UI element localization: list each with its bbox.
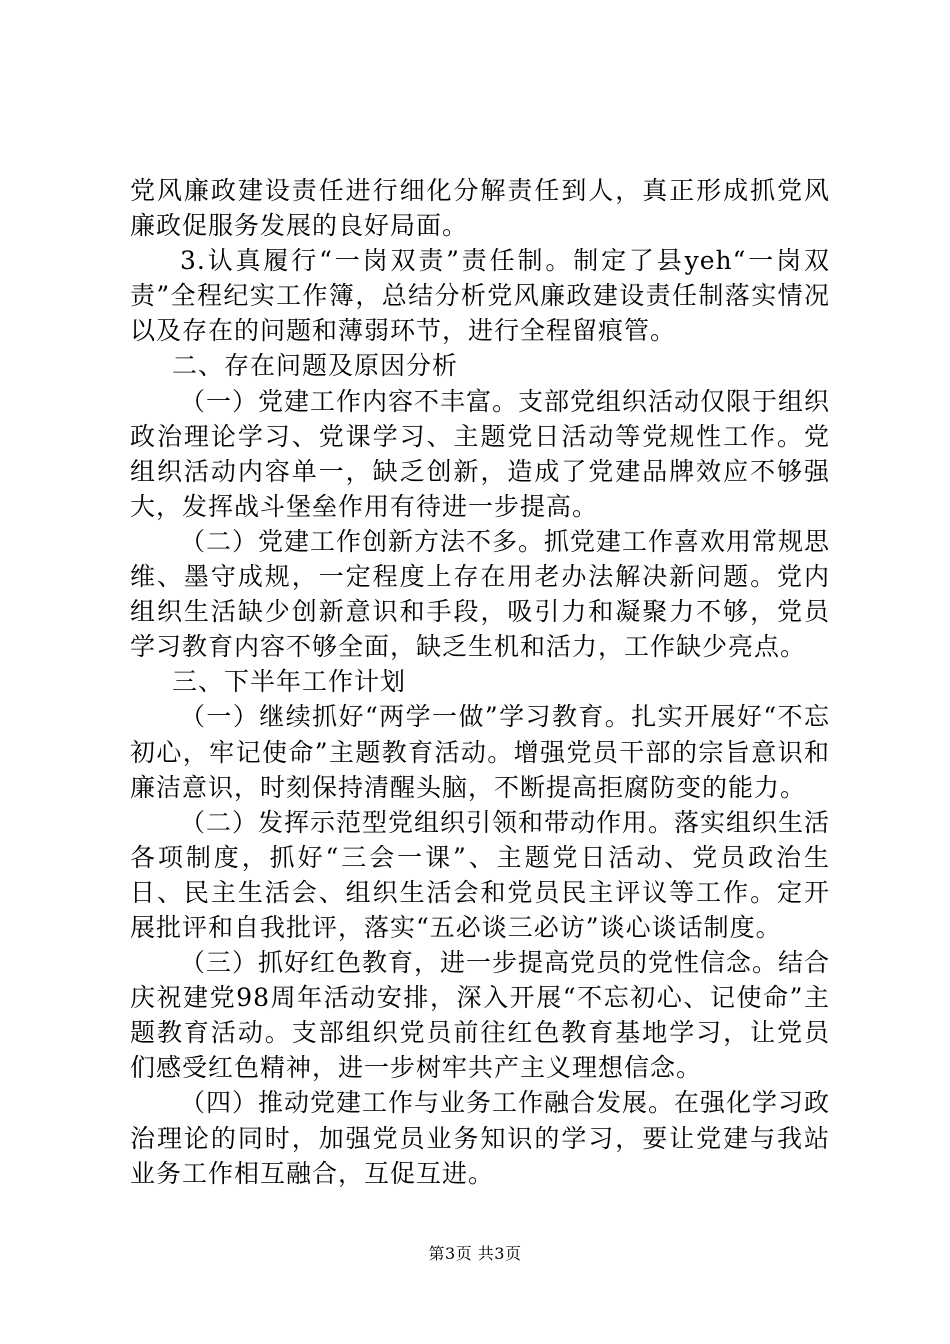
page-footer: 第3页 共3页 [428, 1244, 522, 1263]
paragraph-plan-3: （三）抓好红色教育，进一步提高党员的党性信念。结合庆祝建党98周年活动安排，深入开展“不忘初心、记使命”主题教育活动。支部组织党员前往红色教育基地学习，让党员们感受红色精神，进一步树牢共产主义理想信念。 [130, 948, 831, 1083]
paragraph-problem-2: （二）党建工作创新方法不多。抓党建工作喜欢用常规思维、墨守成规，一定程度上存在用老办法解决新问题。党内组织生活缺少创新意识和手段，吸引力和凝聚力不够，党员学习教育内容不够全面，缺乏生机和活力，工作缺少亮点。 [130, 526, 831, 662]
paragraph-item-3: 3.认真履行“一岗双责”责任制。制定了县yeh“一岗双责”全程纪实工作簿，总结分析党风廉政建设责任制落实情况以及存在的问题和薄弱环节，进行全程留痕管。 [130, 246, 830, 346]
paragraph-problem-1: （一）党建工作内容不丰富。支部党组织活动仅限于组织政治理论学习、党课学习、主题党日活动等党规性工作。党组织活动内容单一，缺乏创新，造成了党建品牌效应不够强大，发挥战斗堡垒作用有待进一步提高。 [130, 386, 831, 521]
section-heading-problems: 二、存在问题及原因分析 [172, 351, 459, 381]
section-heading-plan: 三、下半年工作计划 [172, 667, 407, 697]
paragraph-plan-1: （一）继续抓好“两学一做”学习教育。扎实开展好“不忘初心，牢记使命”主题教育活动。增强党员干部的宗旨意识和廉洁意识，时刻保持清醒头脑，不断提高拒腐防变的能力。 [130, 702, 830, 802]
document-body [130, 173, 830, 1191]
paragraph-plan-4: （四）推动党建工作与业务工作融合发展。在强化学习政治理论的同时，加强党员业务知识的学习，要让党建与我站业务工作相互融合，互促互进。 [130, 1088, 831, 1188]
paragraph-continuation: 党风廉政建设责任进行细化分解责任到人，真正形成抓党风廉政促服务发展的良好局面。 [130, 176, 830, 241]
paragraph-plan-2: （二）发挥示范型党组织引领和带动作用。落实组织生活各项制度，抓好“三会一课”、主题党日活动、党员政治生日、民主生活会、组织生活会和党员民主评议等工作。定开展批评和自我批评，落实“五必谈三必访”谈心谈话制度。 [130, 807, 831, 942]
